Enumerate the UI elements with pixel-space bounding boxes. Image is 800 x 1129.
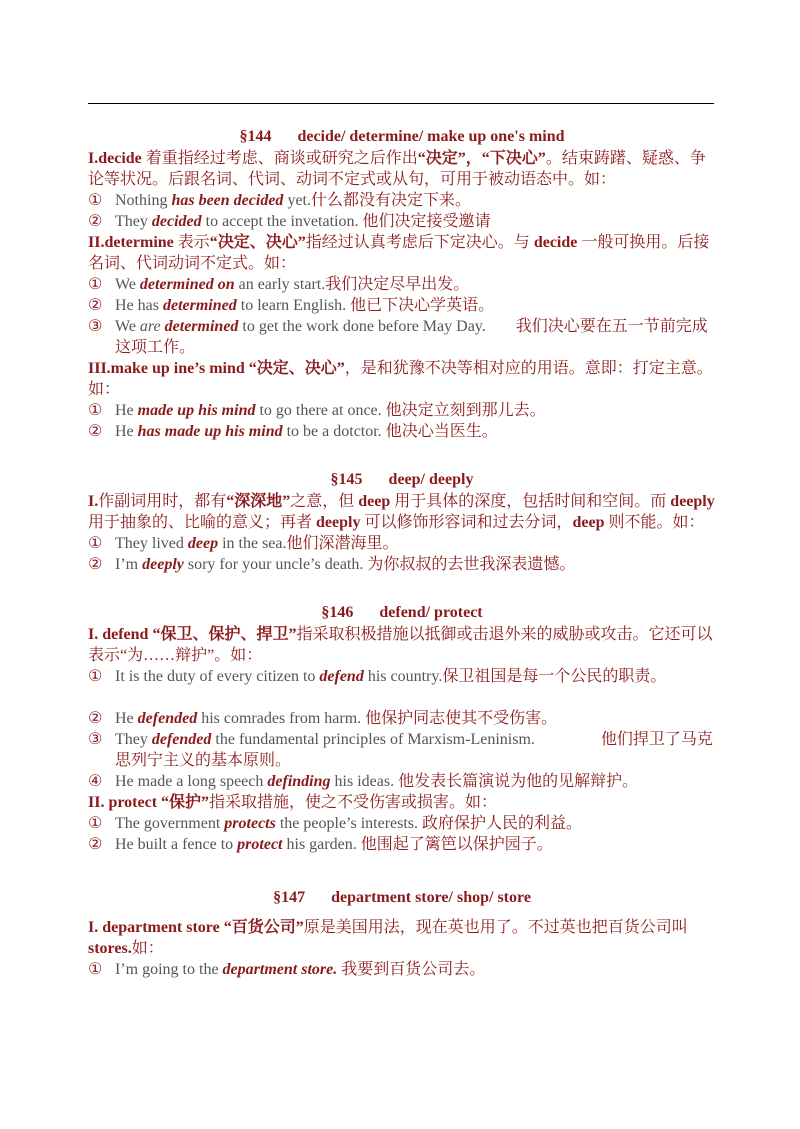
term-meaning: “保护” [161, 794, 210, 811]
section-number: §147 [273, 889, 306, 906]
example-keyword: deeply [142, 556, 184, 573]
example-text: He made a long speech [115, 773, 268, 790]
text: 用于抽象的、比喻的意义；再者 [88, 514, 317, 531]
example-text: It is the duty of every citizen to [115, 668, 320, 685]
term: I. department store [88, 919, 224, 936]
section-number: §144 [239, 128, 272, 145]
example-text: The government [115, 815, 225, 832]
text: 可以修饰形容词和过去分词， [360, 514, 573, 531]
example-item [88, 959, 716, 980]
term-meaning: “决定、决心” [209, 234, 306, 251]
term-meaning: “百货公司” [223, 919, 304, 936]
example-number: ① [88, 535, 103, 552]
example-keyword: protects [224, 815, 276, 832]
document-body [88, 126, 716, 980]
section-number: §146 [321, 604, 354, 621]
term: deep [358, 493, 391, 510]
example-text: his comrades from harm. [197, 710, 366, 727]
example-text: He built a fence to [115, 836, 238, 853]
example-item [88, 666, 716, 708]
term: deep [572, 514, 605, 531]
example-keyword: has been decided [171, 192, 284, 209]
example-text: an early start. [234, 276, 326, 293]
section-words: defend/ protect [379, 604, 483, 621]
example-keyword: decided [151, 213, 202, 230]
text: 表示 [173, 234, 210, 251]
example-text: his ideas. [330, 773, 399, 790]
term: III.make up ine’s mind [88, 360, 249, 377]
text: ，是和犹豫不决等相对应的用语。意即：打定主意。如： [88, 360, 713, 398]
section-words: decide/ determine/ make up one's mind [297, 128, 565, 145]
text: 指采取积极措施以抵御或击退外来的威胁或攻击。它还可以表示“为……辩护”。如： [88, 626, 713, 664]
example-text: in the sea. [218, 535, 287, 552]
example-text: to get the work done before May Day. [238, 318, 486, 335]
example-item [88, 729, 716, 771]
example-item [88, 554, 716, 575]
example-text: to be a dotctor. [282, 423, 386, 440]
example-translation: 政府保护人民的利益。 [422, 815, 583, 832]
example-number: ② [88, 710, 103, 727]
example-translation: 他围起了篱笆以保护园子。 [360, 836, 553, 853]
example-number: ① [88, 192, 103, 209]
example-text: He [115, 423, 138, 440]
example-item [88, 274, 716, 295]
paragraph-defend [88, 624, 716, 666]
text: 之意，但 [290, 493, 359, 510]
example-keyword: determined on [139, 276, 235, 293]
example-item [88, 708, 716, 729]
term: I. [88, 493, 99, 510]
term: II.determine [88, 234, 174, 251]
example-item [88, 834, 716, 855]
example-translation: 他决心当医生。 [385, 423, 498, 440]
example-number: ① [88, 402, 103, 419]
example-keyword: defended [137, 710, 198, 727]
example-text: I’m [115, 556, 143, 573]
term: deeply [316, 514, 361, 531]
example-text: his garden. [282, 836, 361, 853]
example-item [88, 295, 716, 316]
example-translation: 我们决定尽早出发。 [325, 276, 470, 293]
section-title-145 [88, 469, 716, 491]
example-translation: 他决定立刻到那儿去。 [385, 402, 546, 419]
example-keyword: definding [267, 773, 331, 790]
example-number: ② [88, 297, 103, 314]
header-rule [88, 103, 714, 104]
example-keyword: made up his mind [137, 402, 256, 419]
term: deeply [670, 493, 715, 510]
example-item [88, 400, 716, 421]
example-number: ① [88, 815, 103, 832]
paragraph-protect [88, 792, 716, 813]
example-translation: 保卫祖国是每一个公民的职责。 [442, 668, 667, 685]
example-text: He [115, 402, 138, 419]
paragraph-department-store [88, 917, 716, 959]
example-text: We [115, 276, 140, 293]
text: 用于具体的深度，包括时间和空间。而 [390, 493, 671, 510]
example-item [88, 813, 716, 834]
paragraph-decide [88, 148, 716, 190]
paragraph-make-up-mind [88, 358, 716, 400]
example-text: the fundamental principles of Marxism-Leninism. [211, 731, 535, 748]
text: 如： [131, 940, 164, 957]
example-text: They lived [115, 535, 188, 552]
section-title-147 [88, 887, 716, 917]
example-translation: 他们深潜海里。 [286, 535, 399, 552]
text: 。结束踌躇、疑惑、争论等状况。后跟名词、代词、动词不定式或从句，可用于被动语态中。如： [88, 150, 706, 188]
example-translation: 他已下决心学英语。 [350, 297, 495, 314]
example-keyword: defended [151, 731, 212, 748]
section-title-146 [88, 602, 716, 624]
example-keyword: defend [319, 668, 364, 685]
example-item [88, 421, 716, 442]
example-number: ① [88, 276, 103, 293]
example-translation: 他保护同志使其不受伤害。 [365, 710, 558, 727]
example-keyword: determined [162, 297, 237, 314]
text: 原是美国用法，现在英也用了。不过英也把百货公司叫 [303, 919, 688, 936]
section-words: deep/ deeply [388, 471, 474, 488]
example-keyword: deep [187, 535, 219, 552]
example-text: He has [115, 297, 163, 314]
example-number: ① [88, 668, 103, 685]
example-text: Nothing [115, 192, 172, 209]
example-item [88, 533, 716, 554]
text: 着重指经过考虑、商谈或研究之后作出 [141, 150, 418, 167]
text: 一般可换用。后接名词、代词动词不定式。如： [88, 234, 710, 272]
example-text: his country. [363, 668, 443, 685]
example-number: ① [88, 961, 103, 978]
section-number: §145 [330, 471, 363, 488]
example-keyword: department store. [222, 961, 338, 978]
example-item [88, 316, 716, 358]
example-translation: 我要到百货公司去。 [341, 961, 486, 978]
paragraph-deep-deeply [88, 491, 716, 533]
example-text: They [115, 731, 152, 748]
example-number: ② [88, 213, 103, 230]
term: decide [533, 234, 578, 251]
example-item [88, 771, 716, 792]
example-item [88, 190, 716, 211]
example-translation: 他们捍卫了马克思列宁主义的基本原则。 [115, 731, 713, 769]
example-number: ③ [88, 731, 103, 748]
example-translation: 他发表长篇演说为他的见解辩护。 [398, 773, 639, 790]
example-number: ③ [88, 318, 103, 335]
term: I.decide [88, 150, 142, 167]
paragraph-determine [88, 232, 716, 274]
term-meaning: “决定”，“下决心” [417, 150, 546, 167]
text: 作副词用时，都有 [98, 493, 227, 510]
example-text: sory for your uncle’s death. [183, 556, 368, 573]
example-text: I’m going to the [115, 961, 223, 978]
section-words: department store/ shop/ store [331, 889, 531, 906]
example-text: the people’s interests. [275, 815, 423, 832]
example-number: ④ [88, 773, 103, 790]
text: 则不能。如： [604, 514, 705, 531]
term-meaning: “决定、决心” [248, 360, 345, 377]
example-number: ② [88, 556, 103, 573]
example-translation: 为你叔叔的去世我深表遗憾。 [367, 556, 576, 573]
example-text: to accept the invetation. [201, 213, 363, 230]
example-text: to learn English. [236, 297, 351, 314]
example-text: to go there at once. [255, 402, 386, 419]
example-text: are [139, 318, 161, 335]
example-keyword: protect [237, 836, 283, 853]
term: stores. [88, 940, 132, 957]
term: I. defend [88, 626, 153, 643]
example-text: yet. [283, 192, 311, 209]
example-text: They [115, 213, 152, 230]
text: 指采取措施，使之不受伤害或损害。如： [209, 794, 498, 811]
example-item [88, 211, 716, 232]
example-translation: 我们决心要在五一节前完成这项工作。 [115, 318, 708, 356]
term: II. protect [88, 794, 162, 811]
text: 指经过认真考虑后下定决心。与 [305, 234, 534, 251]
example-number: ② [88, 836, 103, 853]
example-number: ② [88, 423, 103, 440]
example-translation: 他们决定接受邀请 [362, 213, 491, 230]
example-translation: 什么都没有决定下来。 [310, 192, 471, 209]
term-meaning: “深深地” [226, 493, 291, 510]
example-keyword: has made up his mind [137, 423, 283, 440]
example-text: We [115, 318, 140, 335]
section-title-144 [88, 126, 716, 148]
example-text: He [115, 710, 138, 727]
term-meaning: “保卫、保护、捍卫” [152, 626, 297, 643]
example-keyword: determined [160, 318, 239, 335]
